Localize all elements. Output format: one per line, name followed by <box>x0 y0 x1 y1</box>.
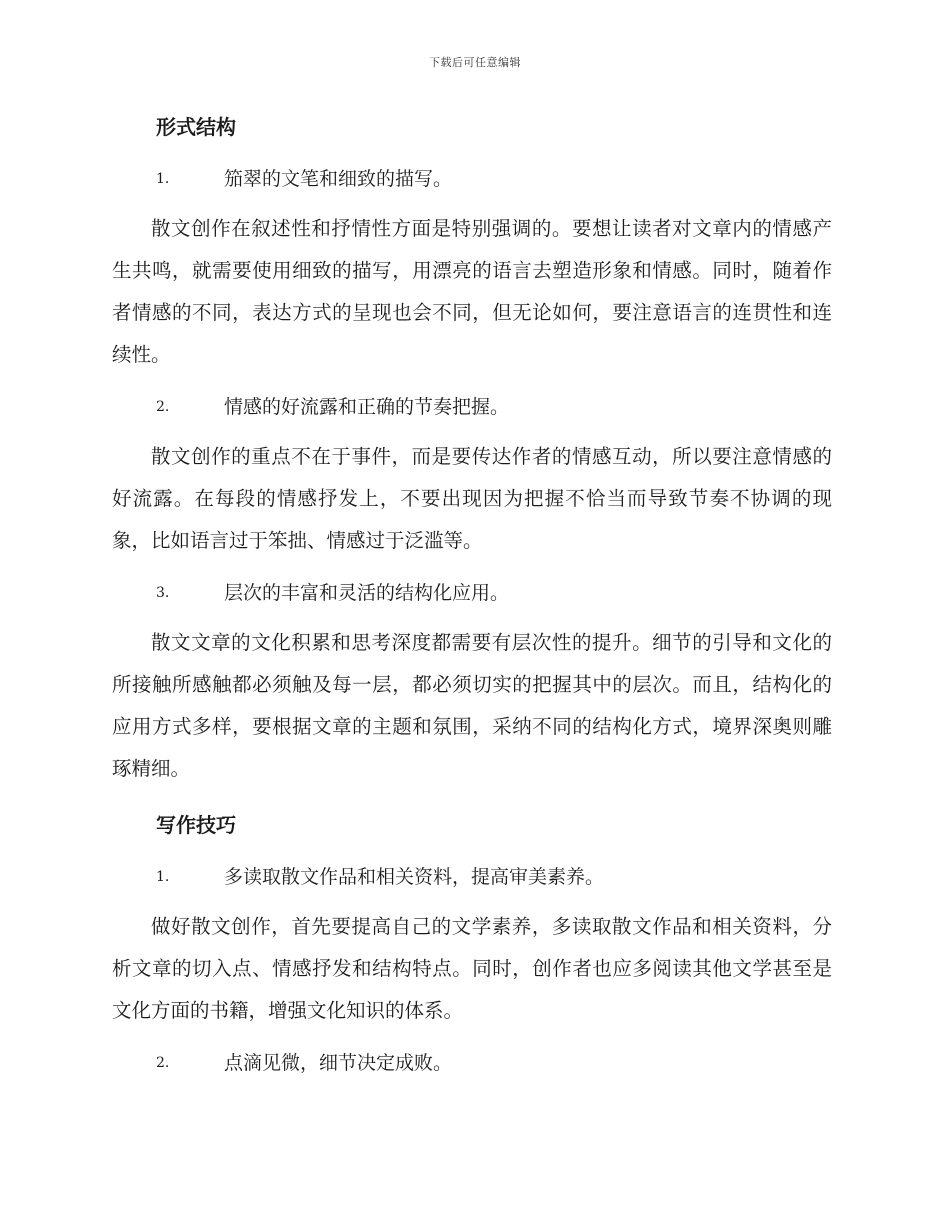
section-heading-writing-techniques: 写作技巧 <box>156 813 236 837</box>
document-body <box>112 110 832 1078</box>
list-item-title: 笳翠的文笔和细致的描写。 <box>224 168 453 190</box>
paragraph: 做好散文创作，首先要提高自己的文学素养，多读取散文作品和相关资料，分析文章的切入点、情感抒发和结构特点。同时，创作者也应多阅读其他文学甚至是文化方面的书籍，增强文化知识的体系。 <box>112 915 832 1022</box>
list-item-title: 层次的丰富和灵活的结构化应用。 <box>224 582 510 604</box>
page-header: 下载后可任意编辑 <box>429 56 521 69</box>
list-number: 2. <box>156 399 170 415</box>
paragraph: 散文文章的文化积累和思考深度都需要有层次性的提升。细节的引导和文化的所接触所感触都必须触及每一层，都必须切实的把握其中的层次。而且，结构化的应用方式多样，要根据文章的主题和氛围，采纳不同的结构化方式，境界深奥则雕琢精细。 <box>112 631 832 780</box>
list-number: 1. <box>156 869 170 885</box>
list-item <box>156 164 832 194</box>
list-item-title: 多读取散文作品和相关资料，提高审美素养。 <box>224 866 605 888</box>
list-item-title: 情感的好流露和正确的节奏把握。 <box>224 396 510 418</box>
list-item <box>156 862 832 892</box>
list-item <box>156 392 832 422</box>
list-number: 1. <box>156 171 170 187</box>
list-item <box>156 578 832 608</box>
list-number: 2. <box>156 1055 170 1071</box>
paragraph: 散文创作的重点不在于事件，而是要传达作者的情感互动，所以要注意情感的好流露。在每段的情感抒发上，不要出现因为把握不恰当而导致节奏不协调的现象，比如语言过于笨拙、情感过于泛滥等。 <box>112 445 832 552</box>
list-item <box>156 1048 832 1078</box>
list-number: 3. <box>156 585 170 601</box>
section-heading-form-structure: 形式结构 <box>156 115 236 139</box>
paragraph: 散文创作在叙述性和抒情性方面是特别强调的。要想让读者对文章内的情感产生共鸣，就需要使用细致的描写，用漂亮的语言去塑造形象和情感。同时，随着作者情感的不同，表达方式的呈现也会不同，但无论如何，要注意语言的连贯性和连续性。 <box>112 217 832 366</box>
list-item-title: 点滴见微，细节决定成败。 <box>224 1052 453 1074</box>
